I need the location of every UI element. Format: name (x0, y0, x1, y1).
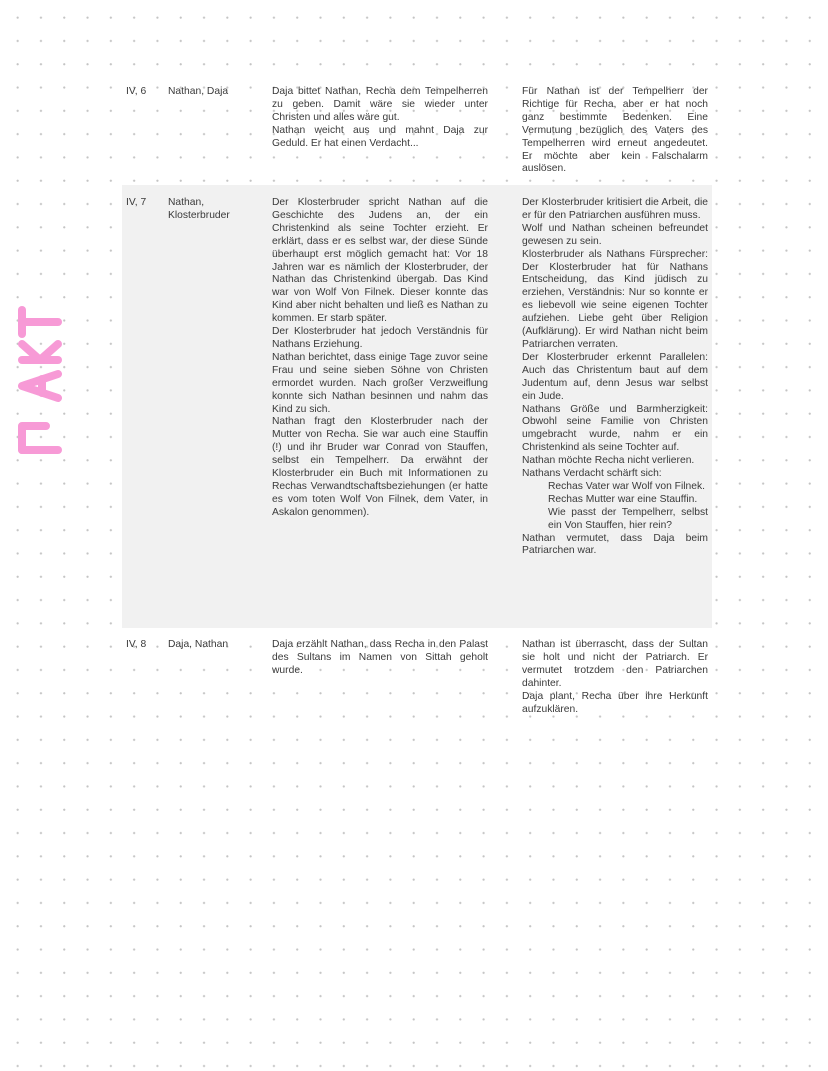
scene-table (122, 80, 712, 728)
scene-row (122, 80, 712, 185)
analysis-paragraph: Nathan vermutet, dass Daja beim Patriarchen war. (522, 532, 708, 557)
scene-row (122, 628, 712, 728)
analysis-paragraph: Klosterbruder als Nathans Fürsprecher: Der Klosterbruder hat für Nathans Entscheidung, das Kind jüdisch zu erziehen, Verständnis: Nur so konnte er es liebevoll wie seine eigenen Tochter aufziehen. Liebe geht über Religion (Aufklärung). Er wird Nathan nicht beim Patriarchen verraten. (522, 248, 708, 350)
analysis-paragraph: Nathan möchte Recha nicht verlieren. (522, 455, 695, 467)
analysis-paragraph: Nathans Größe und Barmherzigkeit: Obwohl seine Familie von Christen umgebracht wurde, nahm er ein Christenkind als seine Tochter auf. (522, 403, 708, 454)
scene-content (272, 86, 488, 151)
content-paragraph: Daja bittet Nathan, Recha dem Tempelherren zu geben. Damit wäre sie wieder unter Christen und alles wäre gut. (272, 86, 488, 123)
content-paragraph: Der Klosterbruder spricht Nathan auf die Geschichte des Judens an, der ein Christenkind als seine Tochter erzieht. Er erklärt, dass er es selbst war, der diese Sünde überhaupt erst möglich gemacht hat: Vor 18 Jahren war es nämlich der Klosterbruder, der Nathan das Christenkind übergab. Das Kind war von Wolf Von Filnek. Dieser konnte das Kind aber nicht behalten und ließ es Nathan zu kommen. Er starb später. (272, 197, 488, 325)
scene-analysis (522, 639, 708, 716)
analysis-paragraph: Nathan ist überrascht, dass der Sultan sie holt und nicht der Patriarch. Er vermutet trotzdem den Patriarchen dahinter. (522, 639, 708, 689)
analysis-point: Wie passt der Tempelherr, selbst ein Von Stauffen, hier rein? (548, 506, 708, 531)
analysis-point: Rechas Vater war Wolf von Filnek. (548, 480, 705, 492)
scene-number: IV, 7 (126, 197, 147, 208)
scene-persons: Daja, Nathan (168, 639, 229, 650)
content-paragraph: Nathan fragt den Klosterbruder nach der Mutter von Recha. Sie war auch eine Stauffin (!) und ihr Bruder war Conrad von Stauffen, selbst ein Tempelherr. Da erwähnt der Klosterbruder ein Buch mit Informationen zu Rechas Verwandtschaftsbeziehungen (er hatte es vom toten Wolf Von Filnek, dem Vater, in Askalon genommen). (272, 416, 488, 518)
scene-number: IV, 8 (126, 639, 147, 650)
act-title-text (70, 304, 71, 305)
analysis-paragraph: Der Klosterbruder kritisiert die Arbeit, die er für den Patriarchen ausführen muss. (522, 197, 708, 221)
content-paragraph: Der Klosterbruder hat jedoch Verständnis für Nathans Erziehung. (272, 326, 488, 350)
scene-row (122, 185, 712, 628)
scene-persons: Nathan, Daja (168, 86, 229, 97)
act-title-handwriting (8, 304, 70, 454)
content-paragraph: Nathan berichtet, dass einige Tage zuvor seine Frau und seine sieben Söhne von Christen ermordet wurden. Nach großer Verzweiflung konnte sich Nathan besinnen und nahm das Kind zu sich. (272, 351, 488, 415)
content-paragraph: Nathan weicht aus und mahnt Daja zur Geduld. Er hat einen Verdacht... (272, 124, 488, 149)
scene-content (272, 197, 488, 520)
analysis-paragraph: Nathans Verdacht schärft sich: (522, 468, 662, 480)
scene-persons: Nathan, Klosterbruder (168, 197, 230, 221)
analysis-paragraph: Daja plant, Recha über ihre Herkunft aufzuklären. (522, 690, 708, 715)
analysis-paragraph: Wolf und Nathan scheinen befreundet gewesen zu sein. (522, 222, 708, 247)
scene-number: IV, 6 (126, 86, 147, 97)
scene-analysis (522, 86, 708, 176)
scene-analysis (522, 197, 708, 558)
analysis-point: Rechas Mutter war eine Stauffin. (548, 493, 698, 505)
content-paragraph: Daja erzählt Nathan, dass Recha in den Palast des Sultans im Namen von Sittah geholt wurde. (272, 639, 488, 676)
analysis-paragraph: Für Nathan ist der Tempelherr der Richtige für Recha, aber er hat noch ganz bestimmte Bedenken. Eine Vermutung bezüglich des Vaters des Tempelherren wird erneut angedeutet. Er möchte aber kein Falschalarm auslösen. (522, 86, 708, 175)
scene-content (272, 639, 488, 678)
analysis-paragraph: Der Klosterbruder erkennt Parallelen: Auch das Christentum baut auf dem Judentum auf, denn Jesus war selbst ein Jude. (522, 351, 708, 402)
act-title (8, 304, 70, 454)
